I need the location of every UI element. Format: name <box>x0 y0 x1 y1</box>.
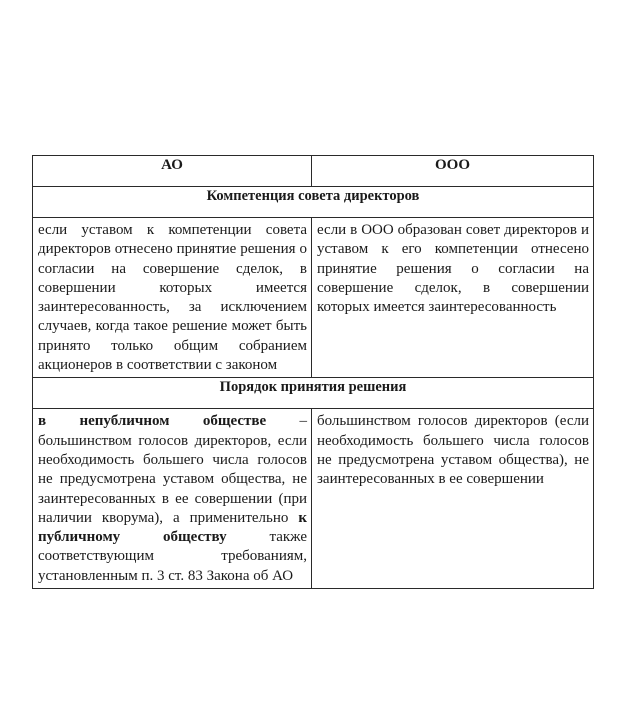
header-ooo: ООО <box>312 156 594 187</box>
header-ao: АО <box>33 156 312 187</box>
section-title-procedure: Порядок принятия решения <box>33 378 594 409</box>
cell-ao-procedure <box>33 409 312 589</box>
section-row <box>33 187 594 218</box>
section-row <box>33 378 594 409</box>
section-title-competence: Компетенция совета директоров <box>33 187 594 218</box>
text-run: – большинством голосов директоров, если необходимость большего числа голосов не предусмотрена уставом общества, не заинтересованных в ее совершении (при наличии кворума), а применительно <box>38 413 308 526</box>
table-row <box>33 218 594 378</box>
text-run: если уставом к компетенции совета директоров отнесено принятие решения о согласии на совершение сделок, в совершении которых имеется заинтересованность, за исключением случаев, когда такое решение может быть принято только общим собранием акционеров в соответствии с законом <box>38 222 307 374</box>
cell-ao-competence <box>33 218 312 378</box>
bold-term-nonpublic: в непубличном обществе <box>38 413 267 430</box>
bold-term-public: к публичному обществу <box>38 509 307 546</box>
cell-text <box>317 221 589 317</box>
cell-text <box>317 412 589 489</box>
text-run: если в ООО образован совет директоров и уставом к его компетенции отнесено принятие решения о согласии на совершение сделок, в совершении которых имеется заинтересованность <box>317 222 589 316</box>
text-run: большинством голосов директоров (если необходимость большего числа голосов не предусмотрена уставом общества), не заинтересованных в ее совершении <box>317 413 589 488</box>
table-row <box>33 409 594 589</box>
cell-ooo-procedure <box>312 409 594 589</box>
comparison-table <box>32 155 594 589</box>
cell-text <box>38 412 307 586</box>
table-header-row <box>33 156 594 187</box>
text-run: также соответствующим требованиям, установленным п. 3 ст. 83 Закона об АО <box>38 529 307 584</box>
cell-text <box>38 221 307 375</box>
cell-ooo-competence <box>312 218 594 378</box>
